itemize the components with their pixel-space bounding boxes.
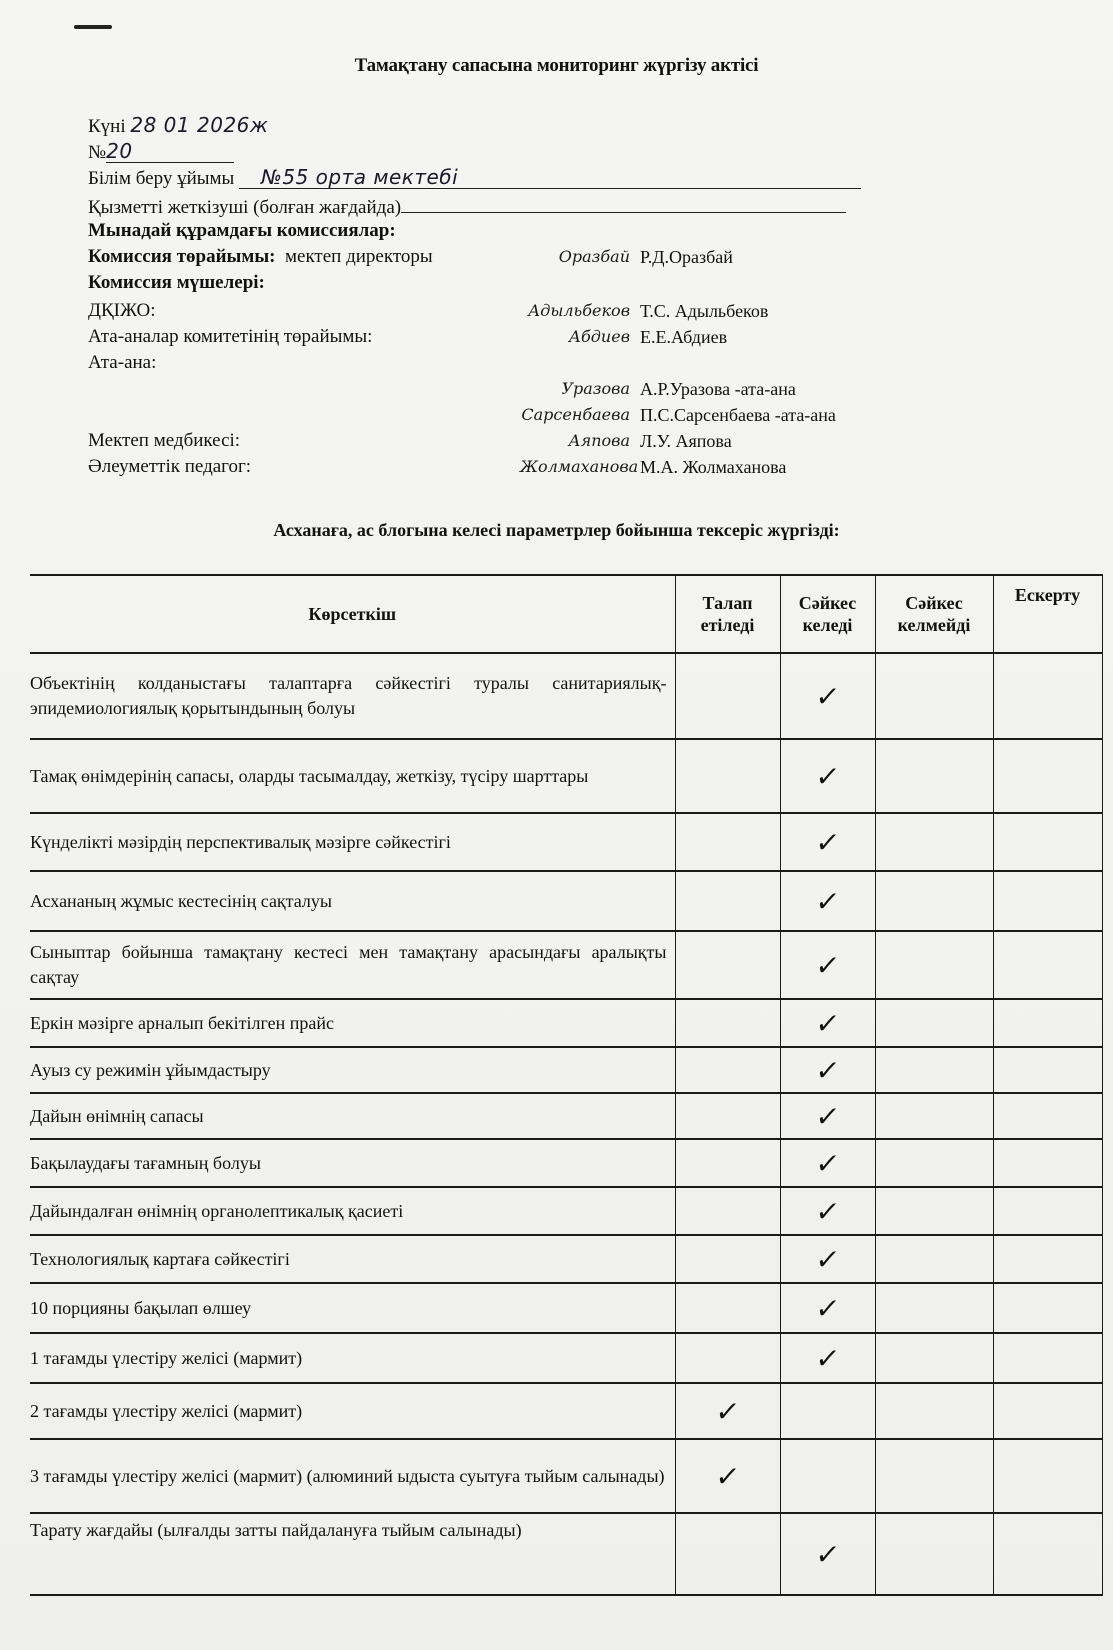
complies-cell[interactable] <box>780 1047 875 1093</box>
number-label: № <box>88 142 107 163</box>
inspection-heading: Асханаға, ас блогына келесі параметрлер бойынша тексеріс жүргізді: <box>273 520 840 540</box>
chair-role: мектеп директоры <box>285 246 433 267</box>
table-row <box>30 1513 1102 1595</box>
table-row <box>30 1139 1102 1187</box>
number-row <box>88 140 234 164</box>
indicator-label: Тамақ өнімдерінің сапасы, оларды тасымалдау, жеткізу, түсіру шарттары <box>30 739 675 813</box>
supplier-row <box>88 194 846 219</box>
member-name: Т.С. Адыльбеков <box>640 301 769 321</box>
check-mark-icon: ✓ <box>713 1394 742 1428</box>
org-row <box>88 166 861 190</box>
complies-cell[interactable] <box>780 871 875 931</box>
not-complies-cell[interactable] <box>875 931 993 999</box>
required-cell[interactable] <box>675 999 780 1047</box>
not-complies-cell[interactable] <box>875 1513 993 1595</box>
commission-heading: Мынадай құрамдағы комиссиялар: <box>88 220 396 241</box>
member-role: Әлеуметтік педагог: <box>88 456 252 477</box>
complies-cell[interactable] <box>780 813 875 871</box>
complies-cell[interactable] <box>780 1093 875 1139</box>
header-required: Талап етіледі <box>675 575 780 653</box>
signature-member: Уразова <box>561 379 630 398</box>
header-note: Ескерту <box>993 575 1102 653</box>
complies-cell[interactable] <box>780 1187 875 1235</box>
complies-cell[interactable] <box>780 1439 875 1513</box>
org-value[interactable]: №55 орта мектебі <box>239 166 861 189</box>
not-complies-cell[interactable] <box>875 1139 993 1187</box>
required-cell[interactable] <box>675 1283 780 1333</box>
table-row <box>30 813 1102 871</box>
header-complies: Сәйкес келеді <box>780 575 875 653</box>
header-indicator: Көрсеткіш <box>30 575 675 653</box>
chair-label: Комиссия төрайымы: <box>88 246 276 267</box>
indicator-label: 1 тағамды үлестіру желісі (мармит) <box>30 1333 675 1383</box>
check-mark-icon: ✓ <box>813 1537 842 1571</box>
not-complies-cell[interactable] <box>875 999 993 1047</box>
indicator-label: Күнделікті мәзірдің перспективалық мәзірге сәйкестігі <box>30 813 675 871</box>
note-cell[interactable] <box>993 1093 1102 1139</box>
complies-cell[interactable] <box>780 1333 875 1383</box>
signature-chair: Оразбай <box>558 247 630 266</box>
document-title: Тамақтану сапасына мониторинг жүргізу актісі <box>354 55 759 76</box>
indicator-label: Дайын өнімнің сапасы <box>30 1093 675 1139</box>
table-row <box>30 653 1102 739</box>
indicator-label: Технологиялық картаға сәйкестігі <box>30 1235 675 1283</box>
member-name: П.С.Сарсенбаева -ата-ана <box>640 405 836 425</box>
indicator-label: Сыныптар бойынша тамақтану кестесі мен тамақтану арасындағы аралықты сақтау <box>30 931 675 999</box>
complies-cell[interactable] <box>780 1283 875 1333</box>
check-mark-icon: ✓ <box>813 759 842 793</box>
indicator-label: Дайындалған өнімнің органолептикалық қасиеті <box>30 1187 675 1235</box>
required-cell[interactable] <box>675 1139 780 1187</box>
note-cell[interactable] <box>993 999 1102 1047</box>
indicator-label: 10 порцияны бақылап өлшеу <box>30 1283 675 1333</box>
required-cell[interactable] <box>675 1439 780 1513</box>
check-mark-icon: ✓ <box>813 884 842 918</box>
complies-cell[interactable] <box>780 1235 875 1283</box>
supplier-field[interactable] <box>401 194 846 213</box>
note-cell[interactable] <box>993 813 1102 871</box>
check-mark-icon: ✓ <box>813 679 842 713</box>
signature-member: Абдиев <box>568 327 630 346</box>
date-value[interactable]: 28 01 2026ж <box>130 113 269 137</box>
date-label: Күні <box>88 116 126 137</box>
indicator-label: Тарату жағдайы (ылғалды затты пайдалануға тыйым салынады) <box>30 1513 675 1595</box>
indicator-label: Асхананың жұмыс кестесінің сақталуы <box>30 871 675 931</box>
member-name: Л.У. Аяпова <box>640 431 732 451</box>
signature-member: Адыльбеков <box>528 301 630 320</box>
complies-cell[interactable] <box>780 1139 875 1187</box>
not-complies-cell[interactable] <box>875 813 993 871</box>
table-row <box>30 1383 1102 1439</box>
required-cell[interactable] <box>675 1383 780 1439</box>
required-cell[interactable] <box>675 813 780 871</box>
note-cell[interactable] <box>993 1513 1102 1595</box>
check-mark-icon: ✓ <box>813 1006 842 1040</box>
note-cell[interactable] <box>993 653 1102 739</box>
member-role: Ата-аналар комитетінің төрайымы: <box>88 326 373 347</box>
indicator-label: Бақылаудағы тағамның болуы <box>30 1139 675 1187</box>
table-row <box>30 1439 1102 1513</box>
required-cell[interactable] <box>675 739 780 813</box>
note-cell[interactable] <box>993 1439 1102 1513</box>
member-name: А.Р.Уразова -ата-ана <box>640 379 796 399</box>
indicator-label: Ауыз су режимін ұйымдастыру <box>30 1047 675 1093</box>
complies-cell[interactable] <box>780 739 875 813</box>
complies-cell[interactable] <box>780 1383 875 1439</box>
indicator-label: 2 тағамды үлестіру желісі (мармит) <box>30 1383 675 1439</box>
check-mark-icon: ✓ <box>713 1459 742 1493</box>
required-cell[interactable] <box>675 1513 780 1595</box>
required-cell[interactable] <box>675 931 780 999</box>
check-mark-icon: ✓ <box>813 1146 842 1180</box>
check-mark-icon: ✓ <box>813 1053 842 1087</box>
required-cell[interactable] <box>675 1047 780 1093</box>
required-cell[interactable] <box>675 1235 780 1283</box>
required-cell[interactable] <box>675 653 780 739</box>
required-cell[interactable] <box>675 1093 780 1139</box>
not-complies-cell[interactable] <box>875 1093 993 1139</box>
signature-member: Аяпова <box>568 431 630 450</box>
not-complies-cell[interactable] <box>875 1333 993 1383</box>
org-label: Білім беру ұйымы <box>88 168 235 189</box>
note-cell[interactable] <box>993 871 1102 931</box>
not-complies-cell[interactable] <box>875 1235 993 1283</box>
not-complies-cell[interactable] <box>875 1283 993 1333</box>
check-mark-icon: ✓ <box>813 1242 842 1276</box>
scan-mark <box>74 25 112 29</box>
member-role: Мектеп медбикесі: <box>88 430 241 451</box>
not-complies-cell[interactable] <box>875 871 993 931</box>
chair-name: Р.Д.Оразбай <box>640 247 733 267</box>
table-row <box>30 1235 1102 1283</box>
table-row <box>30 1093 1102 1139</box>
indicator-label: 3 тағамды үлестіру желісі (мармит) (алюминий ыдыста суытуға тыйым салынады) <box>30 1439 675 1513</box>
signature-member: Сарсенбаева <box>521 405 630 424</box>
complies-cell[interactable] <box>780 931 875 999</box>
note-cell[interactable] <box>993 1383 1102 1439</box>
table-row <box>30 739 1102 813</box>
required-cell[interactable] <box>675 1333 780 1383</box>
member-role: ДҚІЖО: <box>88 300 156 321</box>
not-complies-cell[interactable] <box>875 739 993 813</box>
table-row <box>30 1047 1102 1093</box>
required-cell[interactable] <box>675 871 780 931</box>
complies-cell[interactable] <box>780 653 875 739</box>
table-row <box>30 931 1102 999</box>
table-row <box>30 871 1102 931</box>
supplier-label: Қызметті жеткізуші (болған жағдайда) <box>88 197 402 218</box>
indicator-label: Еркін мәзірге арналып бекітілген прайс <box>30 999 675 1047</box>
table-row <box>30 1187 1102 1235</box>
check-mark-icon: ✓ <box>813 948 842 982</box>
note-cell[interactable] <box>993 1047 1102 1093</box>
member-role: Ата-ана: <box>88 352 157 373</box>
check-mark-icon: ✓ <box>813 825 842 859</box>
not-complies-cell[interactable] <box>875 1187 993 1235</box>
not-complies-cell[interactable] <box>875 653 993 739</box>
required-cell[interactable] <box>675 1187 780 1235</box>
note-cell[interactable] <box>993 931 1102 999</box>
check-mark-icon: ✓ <box>813 1194 842 1228</box>
member-name: М.А. Жолмаханова <box>640 457 787 477</box>
date-row <box>88 114 268 138</box>
table-header-row <box>30 575 1102 653</box>
member-name: Е.Е.Абдиев <box>640 327 728 347</box>
check-mark-icon: ✓ <box>813 1341 842 1375</box>
not-complies-cell[interactable] <box>875 1439 993 1513</box>
complies-cell[interactable] <box>780 1513 875 1595</box>
check-mark-icon: ✓ <box>813 1291 842 1325</box>
note-cell[interactable] <box>993 1283 1102 1333</box>
note-cell[interactable] <box>993 1235 1102 1283</box>
chair-row <box>88 246 433 268</box>
note-cell[interactable] <box>993 1139 1102 1187</box>
not-complies-cell[interactable] <box>875 1383 993 1439</box>
indicator-label: Объектінің колданыстағы талаптарға сәйкестігі туралы санитариялық-эпидемиологиялық қорытындының болуы <box>30 653 675 739</box>
note-cell[interactable] <box>993 1187 1102 1235</box>
signature-member: Жолмаханова <box>520 457 639 476</box>
not-complies-cell[interactable] <box>875 1047 993 1093</box>
complies-cell[interactable] <box>780 999 875 1047</box>
members-heading: Комиссия мүшелері: <box>88 272 265 293</box>
inspection-table <box>30 574 1103 1596</box>
table-row <box>30 1333 1102 1383</box>
note-cell[interactable] <box>993 1333 1102 1383</box>
number-value[interactable]: 20 <box>106 140 234 163</box>
check-mark-icon: ✓ <box>813 1099 842 1133</box>
header-not-complies: Сәйкес келмейді <box>875 575 993 653</box>
table-row <box>30 999 1102 1047</box>
note-cell[interactable] <box>993 739 1102 813</box>
table-row <box>30 1283 1102 1333</box>
